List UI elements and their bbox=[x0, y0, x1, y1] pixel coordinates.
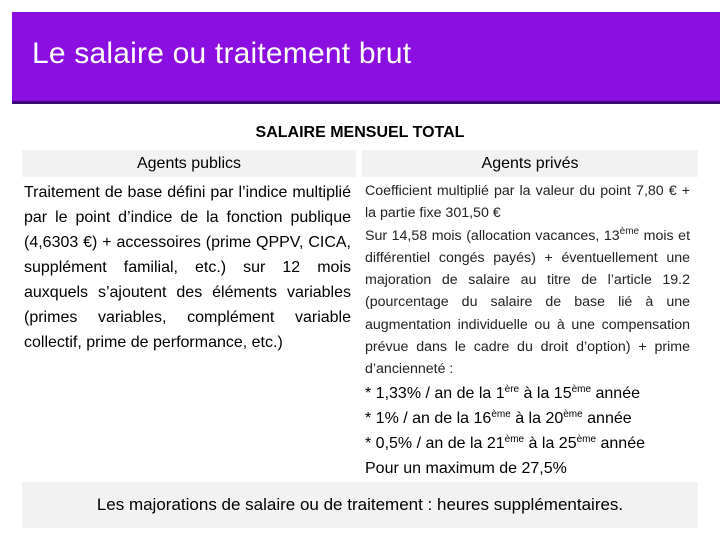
page-title: Le salaire ou traitement brut bbox=[32, 37, 412, 70]
section-subtitle: SALAIRE MENSUEL TOTAL bbox=[255, 124, 465, 141]
header-agents-prives: Agents privés bbox=[362, 150, 698, 177]
header-agents-publics: Agents publics bbox=[22, 150, 356, 177]
footer-note: Les majorations de salaire ou de traitement : heures supplémentaires. bbox=[22, 482, 698, 528]
private-duration-text: Sur 14,58 mois (allocation vacances, 13ème mois et différentiel congés payés) + éventuellement une majoration de salaire au titre de l’article 19.2 (pourcentage du salaire de base lié à une augmentation individuelle ou à une compensation prévue dans le cadre du droit d’option) + prime d’ancienneté : bbox=[365, 225, 691, 378]
maximum-line: Pour un maximum de 27,5% bbox=[365, 459, 567, 477]
seniority-line: * 0,5% / an de la 21ème à la 25ème année bbox=[365, 433, 645, 452]
title-banner bbox=[12, 12, 720, 104]
seniority-line: * 1% / an de la 16ème à la 20ème année bbox=[365, 408, 632, 427]
private-coefficient-text: Coefficient multiplié par la valeur du point 7,80 € + la partie fixe 301,50 € bbox=[365, 183, 690, 222]
private-agents-column bbox=[365, 180, 690, 481]
seniority-line: * 1,33% / an de la 1ère à la 15ème année bbox=[365, 383, 640, 402]
public-agents-text: Traitement de base défini par l’indice multiplié par le point d’indice de la fonction publique (4,6303 €) + accessoires (prime QPPV, CICA, supplément familial, etc.) sur 12 mois auxquels s’ajoutent des éléments variables (primes variables, complément variable collectif, prime de performance, etc.) bbox=[24, 184, 351, 351]
